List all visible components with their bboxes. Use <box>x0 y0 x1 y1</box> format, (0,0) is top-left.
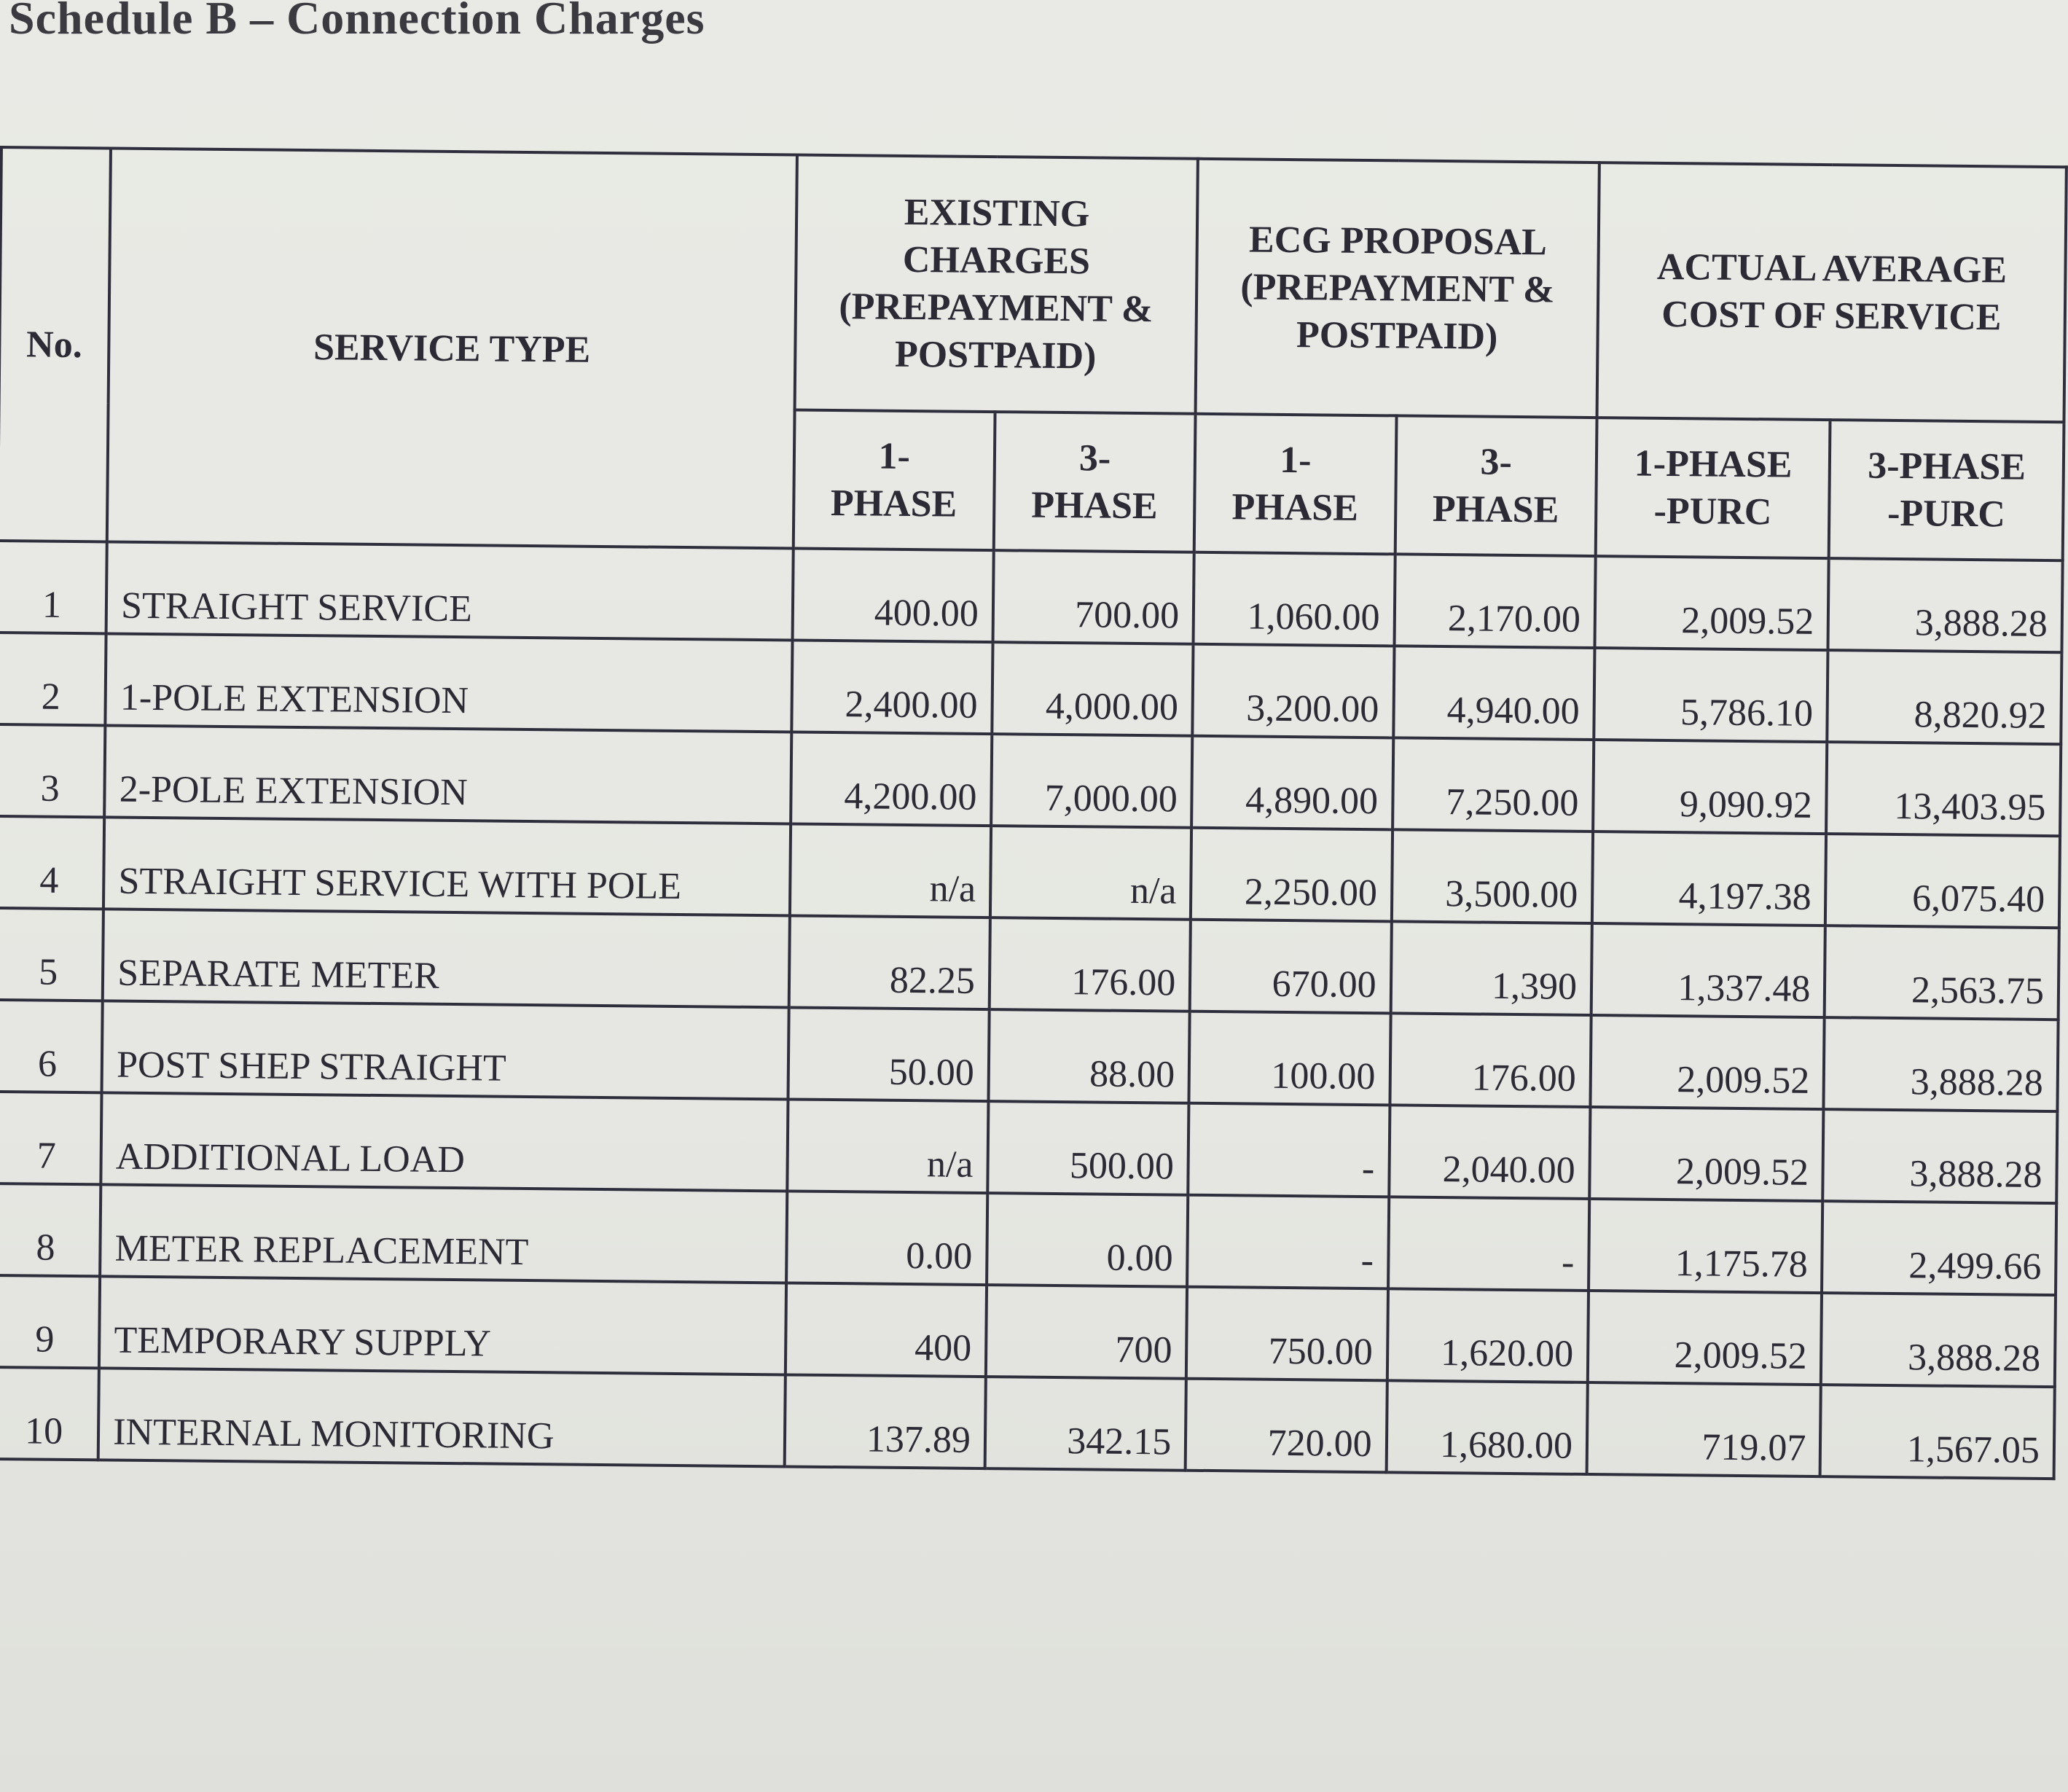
service-type-cell: STRAIGHT SERVICE WITH POLE <box>103 817 790 915</box>
actual-3-phase-purc-cell: 6,075.40 <box>1825 834 2060 928</box>
existing-1-phase-cell: 50.00 <box>788 1007 990 1101</box>
ecg-3-phase-cell: 3,500.00 <box>1392 829 1594 923</box>
existing-1-phase-cell: 400.00 <box>792 548 994 642</box>
header-ecg-proposal <box>1196 159 1599 418</box>
table-body <box>0 541 2063 1479</box>
actual-1-phase-purc-cell: 719.07 <box>1587 1382 1822 1476</box>
row-number-cell: 2 <box>0 633 106 725</box>
header-line: EXISTING <box>904 191 1090 235</box>
header-line: ECG PROPOSAL <box>1248 218 1548 263</box>
header-line: 3- <box>1480 441 1513 483</box>
header-line: PHASE <box>1030 484 1158 528</box>
ecg-1-phase-cell: 720.00 <box>1186 1379 1387 1473</box>
existing-1-phase-cell: 82.25 <box>788 915 990 1009</box>
actual-3-phase-purc-cell: 3,888.28 <box>1821 1293 2056 1387</box>
service-type-cell: SEPARATE METER <box>103 909 789 1007</box>
row-number-cell: 9 <box>0 1275 100 1368</box>
header-actual-average-cost <box>1597 163 2067 422</box>
existing-3-phase-cell: 500.00 <box>987 1101 1189 1195</box>
actual-1-phase-purc-cell: 2,009.52 <box>1588 1291 1822 1385</box>
ecg-1-phase-cell: 3,200.00 <box>1193 644 1395 738</box>
ecg-1-phase-cell: 1,060.00 <box>1194 552 1395 646</box>
header-line: POSTPAID) <box>1296 313 1498 358</box>
ecg-1-phase-cell: 750.00 <box>1186 1287 1388 1381</box>
header-line: (PREPAYMENT & <box>1240 265 1555 310</box>
header-line: 1- <box>878 435 911 478</box>
header-row-groups <box>0 147 2067 422</box>
header-no: No. <box>0 147 111 541</box>
existing-3-phase-cell: n/a <box>990 826 1192 920</box>
header-line: PHASE <box>1231 486 1359 529</box>
ecg-3-phase-cell: 2,170.00 <box>1394 554 1596 648</box>
existing-1-phase-cell: 4,200.00 <box>791 732 992 826</box>
actual-3-phase-purc-cell: 3,888.28 <box>1823 1109 2058 1203</box>
existing-1-phase-cell: 0.00 <box>786 1191 988 1285</box>
header-line: 3-PHASE <box>1868 445 2026 488</box>
actual-3-phase-purc-cell: 8,820.92 <box>1828 650 2062 744</box>
header-line: POSTPAID) <box>894 333 1097 377</box>
actual-1-phase-purc-cell: 2,009.52 <box>1589 1107 1824 1201</box>
header-line: ACTUAL AVERAGE <box>1656 246 2008 292</box>
ecg-3-phase-cell: 2,040.00 <box>1389 1105 1591 1199</box>
header-line: PHASE <box>830 482 957 525</box>
actual-1-phase-purc-cell: 1,175.78 <box>1589 1199 1823 1293</box>
service-type-cell: 2-POLE EXTENSION <box>104 725 791 823</box>
header-ecg-3-phase <box>1395 415 1597 556</box>
row-number-cell: 5 <box>0 908 103 1001</box>
document-title: Schedule B – Connection Charges <box>9 0 705 44</box>
ecg-1-phase-cell: 670.00 <box>1190 920 1392 1014</box>
existing-3-phase-cell: 7,000.00 <box>991 734 1193 828</box>
actual-1-phase-purc-cell: 9,090.92 <box>1593 740 1828 834</box>
header-line: COST OF SERVICE <box>1661 293 2002 339</box>
header-line: 1- <box>1279 439 1312 482</box>
actual-1-phase-purc-cell: 4,197.38 <box>1592 832 1827 926</box>
header-line: PHASE <box>1432 488 1559 531</box>
service-type-cell: POST SHEP STRAIGHT <box>102 1001 788 1099</box>
row-number-cell: 3 <box>0 724 106 817</box>
existing-1-phase-cell: 137.89 <box>784 1374 986 1468</box>
header-existing-charges <box>794 154 1198 413</box>
ecg-1-phase-cell: 4,890.00 <box>1191 736 1393 830</box>
service-type-cell: TEMPORARY SUPPLY <box>99 1276 786 1374</box>
ecg-1-phase-cell: 100.00 <box>1189 1012 1391 1106</box>
actual-1-phase-purc-cell: 2,009.52 <box>1595 556 1830 650</box>
existing-3-phase-cell: 700 <box>986 1285 1188 1379</box>
header-line: 3- <box>1078 437 1111 480</box>
existing-1-phase-cell: n/a <box>787 1099 989 1193</box>
service-type-cell: 1-POLE EXTENSION <box>106 633 792 732</box>
header-line: 1-PHASE <box>1634 442 1793 486</box>
existing-3-phase-cell: 0.00 <box>987 1193 1188 1287</box>
existing-3-phase-cell: 176.00 <box>990 917 1191 1012</box>
row-number-cell: 8 <box>0 1183 101 1276</box>
ecg-3-phase-cell: 4,940.00 <box>1393 646 1595 740</box>
actual-1-phase-purc-cell: 5,786.10 <box>1594 648 1828 742</box>
header-line: CHARGES <box>902 238 1091 283</box>
row-number-cell: 1 <box>0 541 107 633</box>
actual-1-phase-purc-cell: 2,009.52 <box>1590 1015 1825 1109</box>
service-type-cell: ADDITIONAL LOAD <box>101 1092 788 1191</box>
actual-3-phase-purc-cell: 13,403.95 <box>1827 742 2061 836</box>
existing-1-phase-cell: 400 <box>785 1283 987 1377</box>
ecg-3-phase-cell: 1,620.00 <box>1387 1288 1589 1382</box>
header-line: -PURC <box>1653 490 1772 533</box>
ecg-3-phase-cell: 7,250.00 <box>1393 737 1594 832</box>
service-type-cell: METER REPLACEMENT <box>100 1184 786 1283</box>
service-type-cell: STRAIGHT SERVICE <box>106 541 793 640</box>
header-actual-1-phase-purc <box>1596 418 1830 558</box>
actual-1-phase-purc-cell: 1,337.48 <box>1591 923 1826 1017</box>
ecg-3-phase-cell: 176.00 <box>1390 1013 1591 1107</box>
header-actual-3-phase-purc <box>1829 420 2064 560</box>
existing-3-phase-cell: 700.00 <box>992 550 1194 644</box>
header-line: (PREPAYMENT & <box>839 286 1154 331</box>
actual-3-phase-purc-cell: 3,888.28 <box>1828 558 2063 652</box>
table-row <box>0 1367 2055 1479</box>
row-number-cell: 6 <box>0 1000 103 1092</box>
ecg-1-phase-cell: - <box>1188 1103 1390 1197</box>
row-number-cell: 7 <box>0 1092 102 1184</box>
actual-3-phase-purc-cell: 3,888.28 <box>1824 1017 2059 1111</box>
row-number-cell: 4 <box>0 816 104 909</box>
header-service-type: SERVICE TYPE <box>107 148 796 548</box>
header-existing-1-phase <box>793 410 995 550</box>
existing-3-phase-cell: 4,000.00 <box>992 642 1194 736</box>
ecg-3-phase-cell: 1,390 <box>1390 921 1592 1015</box>
ecg-1-phase-cell: - <box>1187 1195 1389 1289</box>
header-ecg-1-phase <box>1194 414 1396 555</box>
actual-3-phase-purc-cell: 1,567.05 <box>1820 1385 2055 1479</box>
actual-3-phase-purc-cell: 2,499.66 <box>1822 1201 2056 1295</box>
row-number-cell: 10 <box>0 1367 99 1460</box>
header-existing-3-phase <box>994 412 1196 552</box>
existing-3-phase-cell: 88.00 <box>988 1009 1190 1103</box>
existing-3-phase-cell: 342.15 <box>985 1377 1187 1471</box>
service-type-cell: INTERNAL MONITORING <box>98 1368 785 1466</box>
ecg-3-phase-cell: - <box>1388 1197 1590 1291</box>
actual-3-phase-purc-cell: 2,563.75 <box>1825 926 2059 1020</box>
ecg-1-phase-cell: 2,250.00 <box>1191 828 1393 922</box>
existing-1-phase-cell: n/a <box>789 823 991 917</box>
connection-charges-table <box>0 146 2068 1480</box>
header-line: -PURC <box>1887 492 2006 536</box>
ecg-3-phase-cell: 1,680.00 <box>1386 1380 1588 1474</box>
existing-1-phase-cell: 2,400.00 <box>791 640 993 734</box>
